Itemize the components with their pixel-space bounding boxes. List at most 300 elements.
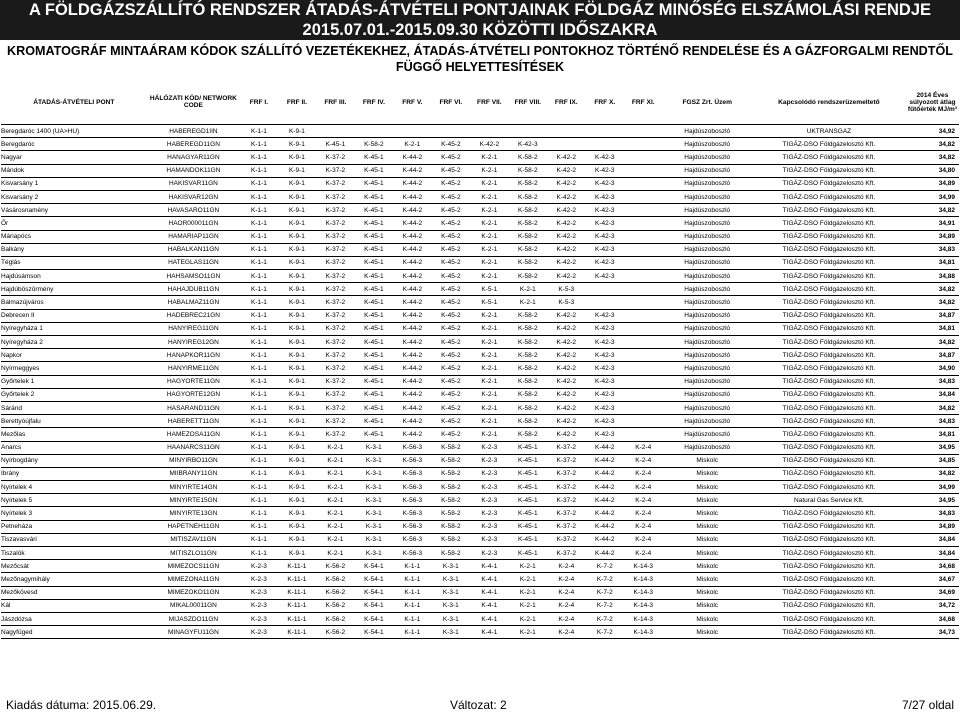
cell-frf-1: K-1-1	[240, 243, 277, 256]
cell-frf-8: K-45-1	[509, 494, 547, 507]
page-number: 7/27 oldal	[901, 698, 954, 712]
cell-frf-11: K-2-4	[624, 494, 662, 507]
cell-frf-8: K-58-2	[509, 190, 547, 203]
cell-frf-6: K-45-2	[432, 164, 470, 177]
cell-frf-8: K-45-1	[509, 467, 547, 480]
cell-frf-5: K-56-3	[393, 441, 431, 454]
cell-frf-1: K-1-1	[240, 217, 277, 230]
cell-frf-3: K-37-2	[316, 177, 354, 190]
cell-network-code: HADEBREC21GN	[147, 309, 241, 322]
cell-frf-11	[624, 270, 662, 283]
cell-operator: TIGÁZ-DSO Földgázelosztó Kft.	[752, 626, 906, 639]
cell-frf-1: K-1-1	[240, 322, 277, 335]
cell-frf-6: K-58-2	[432, 533, 470, 546]
cell-fgsz-plant: Hajdúszoboszló	[663, 428, 752, 441]
table-row	[1, 586, 959, 599]
cell-frf-5: K-44-2	[393, 375, 431, 388]
cell-frf-9: K-37-2	[547, 467, 585, 480]
cell-frf-11	[624, 309, 662, 322]
cell-point-name: Nyírtelek 3	[1, 507, 147, 520]
cell-frf-4: K-45-1	[355, 256, 393, 269]
cell-frf-2: K-9-1	[278, 507, 316, 520]
cell-frf-2: K-9-1	[278, 494, 316, 507]
cell-point-name: Nagyar	[1, 151, 147, 164]
table-row	[1, 454, 959, 467]
cell-frf-1: K-2-3	[240, 612, 277, 625]
cell-frf-10: K-42-3	[586, 428, 624, 441]
cell-fgsz-plant: Miskolc	[663, 481, 752, 494]
cell-frf-2: K-9-1	[278, 454, 316, 467]
cell-frf-7: K-5-1	[470, 296, 508, 309]
cell-frf-11	[624, 256, 662, 269]
cell-frf-11	[624, 230, 662, 243]
cell-frf-7: K-2-3	[470, 533, 508, 546]
cell-frf-11: K-14-3	[624, 612, 662, 625]
cell-point-name: Mezőlas	[1, 428, 147, 441]
cell-calorific-value: 34,89	[906, 520, 959, 533]
cell-frf-5: K-56-3	[393, 520, 431, 533]
cell-network-code: HASARAND11GN	[147, 401, 241, 414]
cell-frf-7: K-2-3	[470, 441, 508, 454]
cell-frf-5: K-1-1	[393, 612, 431, 625]
cell-frf-4	[355, 125, 393, 138]
cell-frf-11	[624, 177, 662, 190]
cell-frf-2: K-9-1	[278, 309, 316, 322]
cell-frf-5: K-44-2	[393, 230, 431, 243]
cell-frf-5: K-56-3	[393, 481, 431, 494]
cell-frf-11: K-2-4	[624, 520, 662, 533]
cell-frf-5: K-44-2	[393, 428, 431, 441]
cell-frf-9: K-37-2	[547, 494, 585, 507]
header-frf-11: FRF XI.	[624, 80, 662, 125]
cell-frf-11	[624, 190, 662, 203]
cell-frf-6: K-3-1	[432, 626, 470, 639]
cell-calorific-value: 34,90	[906, 362, 959, 375]
cell-point-name: Petneháza	[1, 520, 147, 533]
document-subtitle: KROMATOGRÁF MINTAÁRAM KÓDOK SZÁLLÍTÓ VEZETÉKEKHEZ, ÁTADÁS-ÁTVÉTELI PONTOKHOZ TÖRTÉNŐ RENDELÉSE ÉS A GÁZFORGALMI RENDTŐL FÜGGŐ HELYETTESÍTÉSEK	[7, 44, 953, 74]
cell-frf-3: K-2-1	[316, 507, 354, 520]
cell-frf-1: K-1-1	[240, 507, 277, 520]
cell-frf-1: K-1-1	[240, 467, 277, 480]
cell-point-name: Nyíregyháza 1	[1, 322, 147, 335]
cell-frf-5: K-44-2	[393, 322, 431, 335]
cell-point-name: Sáránd	[1, 401, 147, 414]
cell-operator: TIGÁZ-DSO Földgázelosztó Kft.	[752, 204, 906, 217]
cell-frf-11	[624, 375, 662, 388]
cell-frf-7	[470, 125, 508, 138]
cell-frf-6: K-58-2	[432, 467, 470, 480]
table-row	[1, 177, 959, 190]
cell-frf-3: K-2-1	[316, 494, 354, 507]
cell-frf-9: K-2-4	[547, 573, 585, 586]
cell-frf-10	[586, 296, 624, 309]
cell-frf-10: K-42-3	[586, 415, 624, 428]
cell-frf-6: K-3-1	[432, 573, 470, 586]
cell-frf-1: K-1-1	[240, 204, 277, 217]
cell-fgsz-plant: Hajdúszoboszló	[663, 401, 752, 414]
cell-frf-2: K-9-1	[278, 256, 316, 269]
table-row	[1, 507, 959, 520]
cell-network-code: MITISZLO11GN	[147, 547, 241, 560]
cell-frf-1: K-1-1	[240, 533, 277, 546]
cell-frf-1: K-1-1	[240, 309, 277, 322]
cell-frf-3: K-37-2	[316, 296, 354, 309]
cell-frf-8: K-58-2	[509, 270, 547, 283]
cell-frf-1: K-1-1	[240, 177, 277, 190]
cell-frf-11	[624, 428, 662, 441]
cell-frf-7: K-2-3	[470, 454, 508, 467]
cell-point-name: Beregdaróc	[1, 138, 147, 151]
cell-frf-8: K-58-2	[509, 428, 547, 441]
cell-calorific-value: 34,73	[906, 626, 959, 639]
cell-point-name: Nyírmeggyes	[1, 362, 147, 375]
cell-frf-9: K-42-2	[547, 362, 585, 375]
cell-frf-11	[624, 362, 662, 375]
cell-point-name: Vásárosnamény	[1, 204, 147, 217]
cell-frf-2: K-9-1	[278, 322, 316, 335]
table-row	[1, 428, 959, 441]
cell-frf-9: K-42-2	[547, 230, 585, 243]
header-frf-4: FRF IV.	[355, 80, 393, 125]
table-row	[1, 441, 959, 454]
cell-network-code: HANYIRME11GN	[147, 362, 241, 375]
cell-frf-11	[624, 164, 662, 177]
cell-fgsz-plant: Hajdúszoboszló	[663, 309, 752, 322]
cell-frf-2: K-9-1	[278, 533, 316, 546]
table-row	[1, 481, 959, 494]
cell-frf-10: K-42-3	[586, 270, 624, 283]
cell-frf-3: K-37-2	[316, 401, 354, 414]
cell-frf-3: K-37-2	[316, 283, 354, 296]
cell-fgsz-plant: Miskolc	[663, 612, 752, 625]
cell-operator: TIGÁZ-DSO Földgázelosztó Kft.	[752, 243, 906, 256]
cell-calorific-value: 34,82	[906, 336, 959, 349]
header-row	[1, 80, 959, 125]
cell-frf-6: K-45-2	[432, 349, 470, 362]
cell-frf-6: K-45-2	[432, 138, 470, 151]
cell-frf-2: K-9-1	[278, 547, 316, 560]
cell-frf-6: K-45-2	[432, 401, 470, 414]
cell-frf-6: K-58-2	[432, 441, 470, 454]
cell-fgsz-plant: Hajdúszoboszló	[663, 375, 752, 388]
cell-frf-3: K-37-2	[316, 230, 354, 243]
cell-fgsz-plant: Miskolc	[663, 454, 752, 467]
cell-frf-8: K-2-1	[509, 296, 547, 309]
cell-frf-2: K-9-1	[278, 401, 316, 414]
cell-frf-3: K-2-1	[316, 520, 354, 533]
cell-operator: TIGÁZ-DSO Földgázelosztó Kft.	[752, 270, 906, 283]
cell-frf-1: K-1-1	[240, 494, 277, 507]
cell-frf-5: K-56-3	[393, 467, 431, 480]
cell-frf-6: K-58-2	[432, 547, 470, 560]
cell-network-code: HAGYORTE12GN	[147, 388, 241, 401]
cell-frf-1: K-1-1	[240, 362, 277, 375]
cell-frf-2: K-11-1	[278, 560, 316, 573]
table-row	[1, 349, 959, 362]
cell-frf-5: K-44-2	[393, 151, 431, 164]
cell-frf-8: K-42-3	[509, 138, 547, 151]
cell-frf-8: K-58-2	[509, 401, 547, 414]
cell-frf-2: K-9-1	[278, 151, 316, 164]
cell-frf-11	[624, 322, 662, 335]
cell-frf-4: K-3-1	[355, 507, 393, 520]
cell-calorific-value: 34,89	[906, 177, 959, 190]
header-operator: Kapcsolódó rendszerüzemeltető	[752, 80, 906, 125]
cell-frf-3: K-37-2	[316, 270, 354, 283]
cell-frf-8: K-58-2	[509, 177, 547, 190]
cell-frf-7: K-4-1	[470, 626, 508, 639]
cell-frf-9: K-42-2	[547, 428, 585, 441]
cell-frf-8	[509, 125, 547, 138]
cell-frf-1: K-1-1	[240, 151, 277, 164]
cell-frf-10: K-42-3	[586, 230, 624, 243]
cell-network-code: HAMEZOSA11GN	[147, 428, 241, 441]
cell-frf-1: K-1-1	[240, 125, 277, 138]
cell-frf-6: K-3-1	[432, 560, 470, 573]
header-frf-6: FRF VI.	[432, 80, 470, 125]
cell-point-name: Kisvarsány 2	[1, 190, 147, 203]
cell-frf-5	[393, 125, 431, 138]
header-fgsz-plant: FGSZ Zrt. Üzem	[663, 80, 752, 125]
cell-fgsz-plant: Miskolc	[663, 520, 752, 533]
cell-frf-5: K-44-2	[393, 362, 431, 375]
cell-fgsz-plant: Miskolc	[663, 494, 752, 507]
cell-frf-1: K-1-1	[240, 454, 277, 467]
table-row	[1, 547, 959, 560]
cell-frf-5: K-44-2	[393, 336, 431, 349]
cell-frf-8: K-58-2	[509, 336, 547, 349]
cell-frf-5: K-56-3	[393, 533, 431, 546]
cell-frf-10	[586, 283, 624, 296]
cell-frf-2: K-9-1	[278, 415, 316, 428]
cell-fgsz-plant: Hajdúszoboszló	[663, 230, 752, 243]
cell-frf-7: K-2-3	[470, 494, 508, 507]
cell-frf-4: K-58-2	[355, 138, 393, 151]
cell-calorific-value: 34,82	[906, 283, 959, 296]
cell-frf-5: K-44-2	[393, 190, 431, 203]
cell-operator: TIGÁZ-DSO Földgázelosztó Kft.	[752, 547, 906, 560]
cell-frf-8: K-2-1	[509, 586, 547, 599]
cell-frf-1: K-1-1	[240, 270, 277, 283]
cell-frf-2: K-11-1	[278, 586, 316, 599]
cell-frf-8: K-58-2	[509, 375, 547, 388]
cell-network-code: HAMARIAP11GN	[147, 230, 241, 243]
cell-operator: TIGÁZ-DSO Földgázelosztó Kft.	[752, 164, 906, 177]
cell-frf-9: K-42-2	[547, 256, 585, 269]
cell-frf-2: K-9-1	[278, 336, 316, 349]
cell-fgsz-plant: Miskolc	[663, 507, 752, 520]
cell-frf-7: K-2-1	[470, 401, 508, 414]
cell-frf-11	[624, 217, 662, 230]
cell-frf-5: K-44-2	[393, 243, 431, 256]
table-row	[1, 494, 959, 507]
cell-frf-3: K-37-2	[316, 362, 354, 375]
header-frf-10: FRF X.	[586, 80, 624, 125]
table-row	[1, 573, 959, 586]
cell-frf-2: K-9-1	[278, 190, 316, 203]
table-row	[1, 164, 959, 177]
cell-fgsz-plant: Hajdúszoboszló	[663, 441, 752, 454]
cell-frf-4: K-54-1	[355, 599, 393, 612]
table-row	[1, 322, 959, 335]
cell-point-name: Nyírbogdány	[1, 454, 147, 467]
cell-frf-1: K-2-3	[240, 586, 277, 599]
cell-frf-7: K-4-1	[470, 560, 508, 573]
cell-calorific-value: 34,99	[906, 190, 959, 203]
cell-network-code: MINYIRBO11GN	[147, 454, 241, 467]
cell-frf-7: K-2-1	[470, 375, 508, 388]
header-frf-1: FRF I.	[240, 80, 277, 125]
table-row	[1, 138, 959, 151]
cell-calorific-value: 34,82	[906, 296, 959, 309]
cell-frf-9	[547, 138, 585, 151]
cell-frf-9: K-42-2	[547, 217, 585, 230]
cell-frf-7: K-2-1	[470, 256, 508, 269]
cell-point-name: Mezőkövesd	[1, 586, 147, 599]
cell-fgsz-plant: Hajdúszoboszló	[663, 296, 752, 309]
cell-point-name: Kál	[1, 599, 147, 612]
cell-frf-3: K-37-2	[316, 415, 354, 428]
cell-network-code: HAKISVAR11GN	[147, 177, 241, 190]
cell-frf-10: K-42-3	[586, 375, 624, 388]
cell-frf-9: K-2-4	[547, 599, 585, 612]
cell-frf-7: K-2-3	[470, 481, 508, 494]
cell-calorific-value: 34,83	[906, 243, 959, 256]
cell-frf-10: K-42-3	[586, 336, 624, 349]
cell-frf-1: K-2-3	[240, 599, 277, 612]
cell-frf-6: K-3-1	[432, 599, 470, 612]
cell-calorific-value: 34,82	[906, 138, 959, 151]
cell-frf-6: K-45-2	[432, 270, 470, 283]
cell-calorific-value: 34,82	[906, 151, 959, 164]
cell-frf-4: K-45-1	[355, 164, 393, 177]
cell-frf-3: K-56-2	[316, 560, 354, 573]
cell-calorific-value: 34,91	[906, 217, 959, 230]
cell-fgsz-plant: Hajdúszoboszló	[663, 349, 752, 362]
cell-operator: TIGÁZ-DSO Földgázelosztó Kft.	[752, 190, 906, 203]
cell-frf-9	[547, 125, 585, 138]
cell-frf-4: K-54-1	[355, 560, 393, 573]
cell-frf-1: K-1-1	[240, 230, 277, 243]
cell-frf-1: K-1-1	[240, 415, 277, 428]
cell-frf-3: K-37-2	[316, 349, 354, 362]
table-row	[1, 190, 959, 203]
cell-frf-1: K-1-1	[240, 256, 277, 269]
cell-frf-6: K-45-2	[432, 283, 470, 296]
cell-network-code: MINYIRTE13GN	[147, 507, 241, 520]
cell-frf-10: K-7-2	[586, 626, 624, 639]
cell-frf-8: K-58-2	[509, 164, 547, 177]
table-row	[1, 336, 959, 349]
cell-operator: TIGÁZ-DSO Földgázelosztó Kft.	[752, 375, 906, 388]
cell-fgsz-plant: Miskolc	[663, 560, 752, 573]
cell-frf-9: K-42-2	[547, 309, 585, 322]
cell-frf-2: K-9-1	[278, 428, 316, 441]
issue-date: Kiadás dátuma: 2015.06.29.	[6, 698, 157, 712]
cell-network-code: HAPETNEH11GN	[147, 520, 241, 533]
cell-frf-6: K-45-2	[432, 204, 470, 217]
cell-frf-9: K-42-2	[547, 243, 585, 256]
cell-frf-1: K-1-1	[240, 164, 277, 177]
cell-operator: TIGÁZ-DSO Földgázelosztó Kft.	[752, 230, 906, 243]
cell-operator: TIGÁZ-DSO Földgázelosztó Kft.	[752, 309, 906, 322]
cell-calorific-value: 34,81	[906, 322, 959, 335]
cell-frf-1: K-1-1	[240, 296, 277, 309]
cell-frf-7: K-2-1	[470, 428, 508, 441]
cell-network-code: HAKISVAR12GN	[147, 190, 241, 203]
cell-frf-1: K-1-1	[240, 190, 277, 203]
cell-operator: TIGÁZ-DSO Földgázelosztó Kft.	[752, 428, 906, 441]
cell-frf-7: K-42-2	[470, 138, 508, 151]
cell-calorific-value: 34,81	[906, 256, 959, 269]
cell-calorific-value: 34,95	[906, 494, 959, 507]
cell-frf-4: K-45-1	[355, 428, 393, 441]
cell-calorific-value: 34,87	[906, 349, 959, 362]
cell-frf-2: K-9-1	[278, 481, 316, 494]
cell-frf-3: K-37-2	[316, 336, 354, 349]
cell-frf-11	[624, 349, 662, 362]
cell-operator: TIGÁZ-DSO Földgázelosztó Kft.	[752, 467, 906, 480]
cell-calorific-value: 34,84	[906, 388, 959, 401]
cell-fgsz-plant: Hajdúszoboszló	[663, 283, 752, 296]
cell-frf-4: K-45-1	[355, 230, 393, 243]
cell-point-name: Tiszavasvári	[1, 533, 147, 546]
cell-frf-9: K-2-4	[547, 560, 585, 573]
cell-frf-1: K-1-1	[240, 283, 277, 296]
cell-frf-5: K-44-2	[393, 401, 431, 414]
cell-frf-11	[624, 336, 662, 349]
cell-network-code: HAHAJDUB11GN	[147, 283, 241, 296]
cell-fgsz-plant: Hajdúszoboszló	[663, 217, 752, 230]
cell-frf-3: K-37-2	[316, 204, 354, 217]
cell-frf-4: K-45-1	[355, 177, 393, 190]
cell-frf-9: K-5-3	[547, 296, 585, 309]
cell-frf-6: K-58-2	[432, 507, 470, 520]
page-footer	[0, 698, 960, 714]
cell-fgsz-plant: Miskolc	[663, 467, 752, 480]
cell-frf-6: K-45-2	[432, 388, 470, 401]
cell-fgsz-plant: Hajdúszoboszló	[663, 151, 752, 164]
cell-frf-4: K-54-1	[355, 586, 393, 599]
cell-frf-5: K-56-3	[393, 507, 431, 520]
cell-frf-10: K-44-2	[586, 533, 624, 546]
cell-frf-8: K-2-1	[509, 560, 547, 573]
cell-frf-10: K-42-3	[586, 256, 624, 269]
cell-frf-7: K-2-3	[470, 547, 508, 560]
cell-operator: TIGÁZ-DSO Földgázelosztó Kft.	[752, 388, 906, 401]
cell-frf-1: K-1-1	[240, 428, 277, 441]
table-row	[1, 388, 959, 401]
cell-fgsz-plant: Miskolc	[663, 599, 752, 612]
table-row	[1, 283, 959, 296]
cell-frf-1: K-1-1	[240, 375, 277, 388]
cell-frf-3: K-56-2	[316, 586, 354, 599]
cell-frf-5: K-44-2	[393, 349, 431, 362]
cell-frf-10	[586, 125, 624, 138]
cell-operator: TIGÁZ-DSO Földgázelosztó Kft.	[752, 362, 906, 375]
cell-frf-8: K-58-2	[509, 349, 547, 362]
cell-frf-7: K-2-1	[470, 177, 508, 190]
cell-operator: TIGÁZ-DSO Földgázelosztó Kft.	[752, 441, 906, 454]
table-row	[1, 401, 959, 414]
cell-frf-1: K-1-1	[240, 336, 277, 349]
cell-fgsz-plant: Miskolc	[663, 533, 752, 546]
cell-frf-3: K-37-2	[316, 151, 354, 164]
cell-frf-7: K-2-3	[470, 520, 508, 533]
cell-frf-3: K-37-2	[316, 375, 354, 388]
cell-frf-9: K-42-2	[547, 204, 585, 217]
cell-frf-7: K-2-1	[470, 204, 508, 217]
